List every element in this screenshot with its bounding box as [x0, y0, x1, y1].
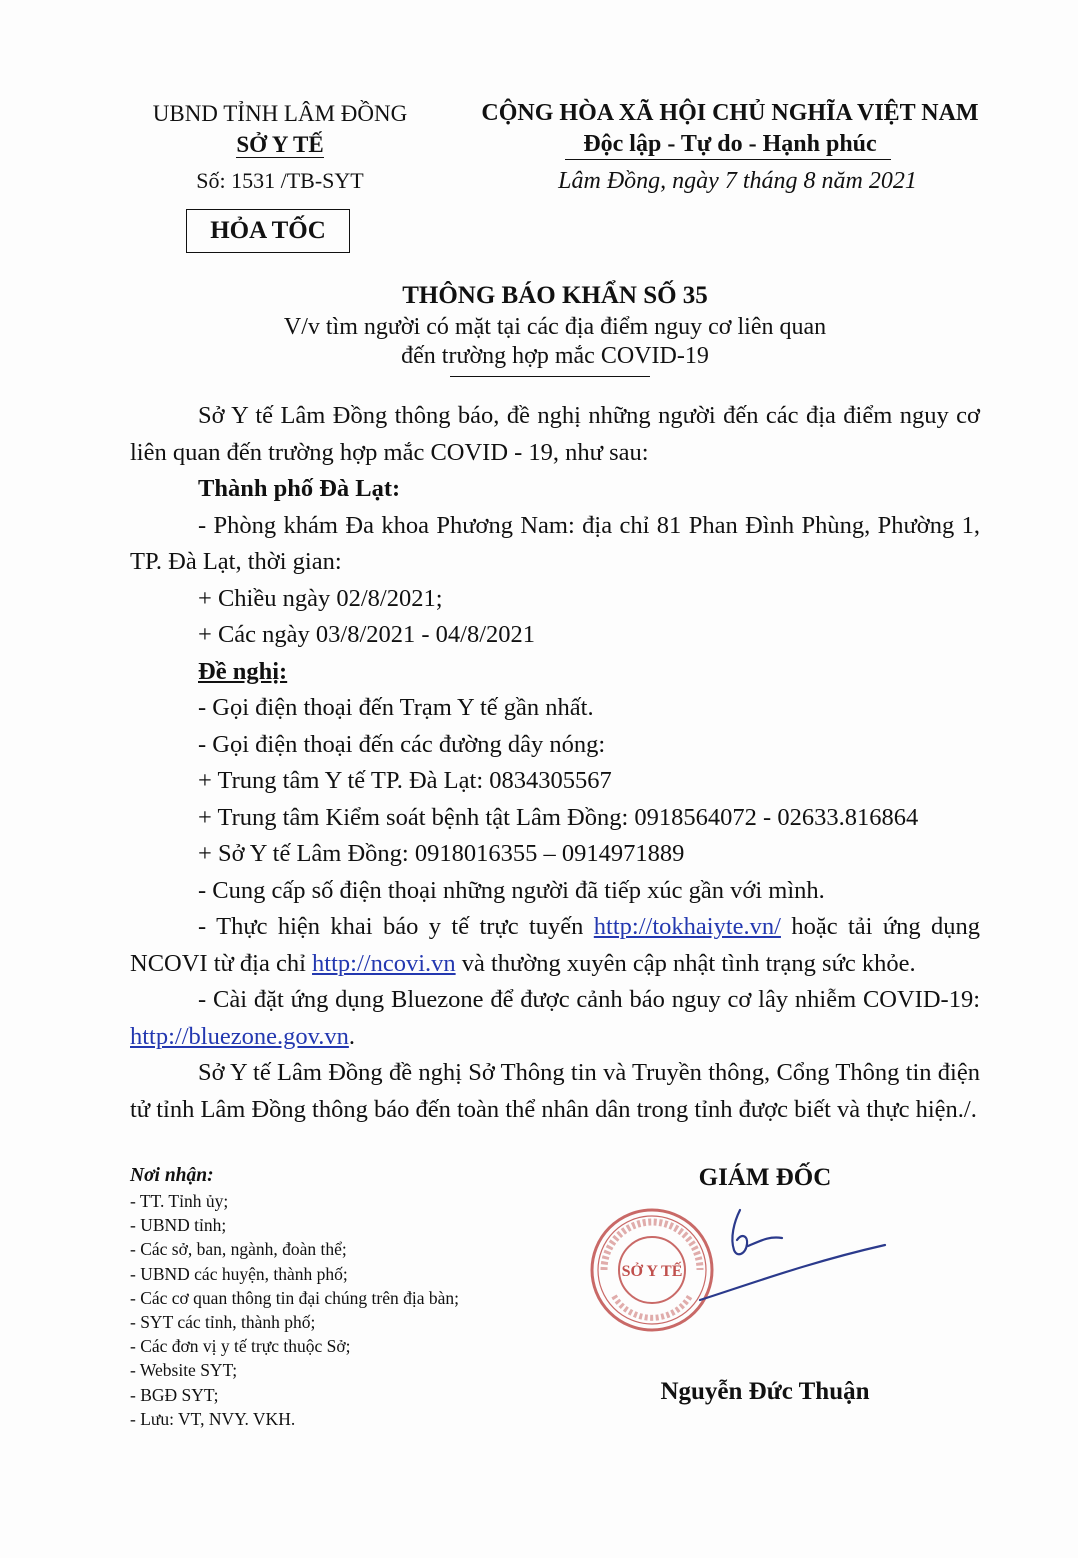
hotline-3: + Sở Y tế Lâm Đồng: 0918016355 – 0914971889 [198, 840, 685, 867]
recipients-list [130, 1189, 550, 1431]
recipient-item: - Các sở, ban, ngành, đoàn thể; [130, 1239, 347, 1260]
subtitle-line-1: V/v tìm người có mặt tại các địa điểm nguy cơ liên quan [283, 314, 827, 340]
motto: Độc lập - Tự do - Hạnh phúc [583, 131, 877, 157]
recipients-block [130, 1163, 550, 1431]
location-paragraph: - Phòng khám Đa khoa Phương Nam: địa chỉ 81 Phan Đình Phùng, Phường 1, TP. Đà Lạt, thời gian: [130, 511, 980, 575]
document-title: THÔNG BÁO KHẨN SỐ 35 [402, 282, 708, 309]
recipient-item: - TT. Tỉnh ủy; [130, 1191, 229, 1211]
request-item-1: - Gọi điện thoại đến Trạm Y tế gần nhất. [198, 694, 594, 721]
tokhaiyte-link[interactable]: http://tokhaiyte.vn/ [593, 913, 781, 940]
doc-number: Số: 1531 /TB-SYT [196, 168, 364, 193]
city-heading: Thành phố Đà Lạt: [198, 475, 401, 502]
signer-name: Nguyễn Đức Thuận [660, 1378, 870, 1405]
time-item-1: + Chiều ngày 02/8/2021; [198, 584, 443, 612]
ncovi-link[interactable]: http://ncovi.vn [312, 949, 456, 977]
handwritten-signature-icon [690, 1200, 890, 1320]
recipient-item: - SYT các tỉnh, thành phố; [130, 1312, 316, 1333]
recipient-item: - Lưu: VT, NVY. VKH. [130, 1408, 296, 1429]
document-subtitle [130, 313, 980, 371]
national-header [450, 98, 1010, 160]
request-item-2: - Gọi điện thoại đến các đường dây nóng: [198, 730, 606, 758]
intro-paragraph: Sở Y tế Lâm Đồng thông báo, đề nghị những người đến các địa điểm nguy cơ liên quan đến trường hợp mắc COVID - 19, như sau: [130, 402, 980, 466]
recipients-heading: Nơi nhận: [130, 1165, 214, 1186]
bluezone-link[interactable]: http://bluezone.gov.vn [130, 1022, 349, 1050]
signer-position: GIÁM ĐỐC [698, 1164, 832, 1191]
country-name: CỘNG HÒA XÃ HỘI CHỦ NGHĨA VIỆT NAM [481, 100, 979, 126]
recipient-item: - BGĐ SYT; [130, 1384, 219, 1405]
place-date: Lâm Đồng, ngày 7 tháng 8 năm 2021 [558, 168, 917, 194]
recipient-item: - Các cơ quan thông tin đại chúng trên địa bàn; [130, 1287, 460, 1308]
hotline-2: + Trung tâm Kiểm soát bệnh tật Lâm Đồng: 0918564072 - 02633.816864 [198, 803, 919, 831]
hotline-1: + Trung tâm Y tế TP. Đà Lạt: 0834305567 [198, 767, 612, 794]
recipient-item: - UBND tỉnh; [130, 1215, 227, 1236]
request-item-3: - Cung cấp số điện thoại những người đã tiếp xúc gần với mình. [198, 876, 825, 904]
recipient-item: - Các đơn vị y tế trực thuộc Sở; [130, 1336, 351, 1357]
urgent-box: HỎA TỐC [186, 209, 350, 253]
org-name: SỞ Y TẾ [236, 132, 324, 157]
time-item-2: + Các ngày 03/8/2021 - 04/8/2021 [198, 621, 536, 648]
subtitle-line-2: đến trường hợp mắc COVID-19 [401, 343, 709, 369]
seal-label: SỞ Y TẾ [621, 1263, 683, 1280]
request-item-5: - Cài đặt ứng dụng Bluezone để được cảnh báo nguy cơ lây nhiễm COVID-19: http://bluezone.gov.vn. [130, 986, 980, 1050]
request-heading: Đề nghị: [198, 657, 288, 685]
closing-paragraph: Sở Y tế Lâm Đồng đề nghị Sở Thông tin và Truyền thông, Cổng Thông tin điện tử tỉnh Lâm Đồng thông báo đến toàn thể nhân dân trong tỉnh được biết và thực hiện./. [130, 1059, 980, 1123]
motto-underline [565, 159, 891, 160]
recipient-item: - UBND các huyện, thành phố; [130, 1263, 348, 1284]
request-item-4: - Thực hiện khai báo y tế trực tuyến http://tokhaiyte.vn/ hoặc tải ứng dụng NCOVI từ địa chỉ http://ncovi.vn và thường xuyên cập nhật tình trạng sức khỏe. [130, 913, 981, 977]
document-body [130, 398, 980, 1128]
org-parent: UBND TỈNH LÂM ĐỒNG [152, 101, 408, 126]
title-underline [450, 376, 650, 377]
issuing-agency [120, 98, 440, 160]
recipient-item: - Website SYT; [130, 1360, 238, 1381]
